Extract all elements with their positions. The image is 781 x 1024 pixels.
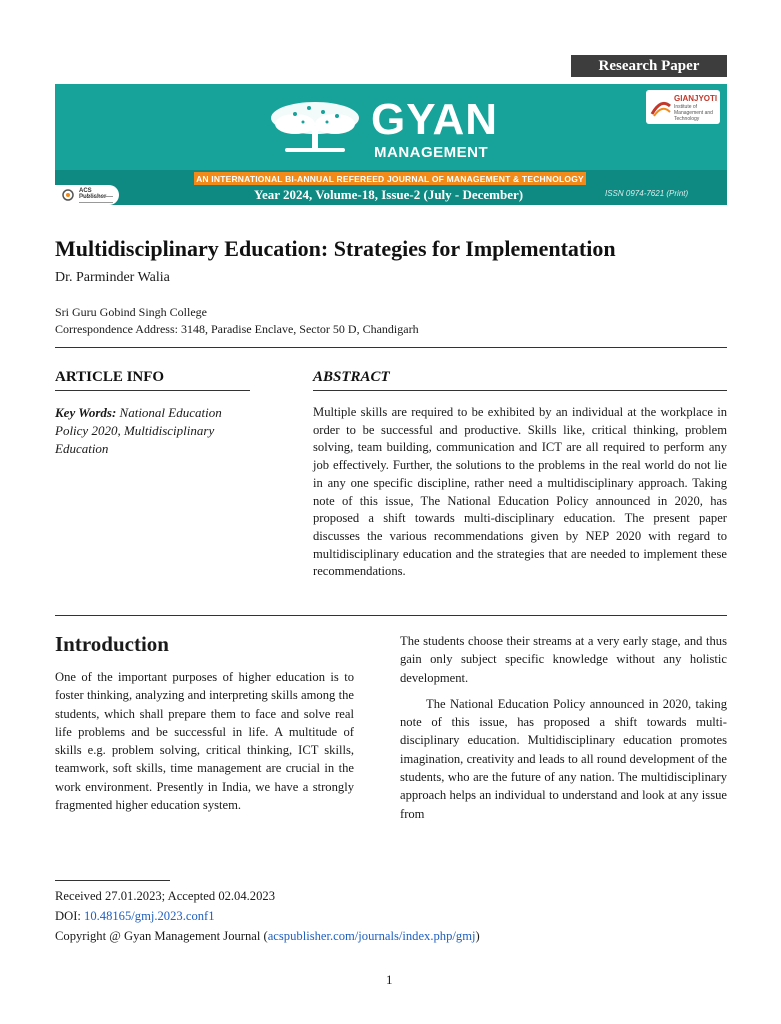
institute-logo-name: GIANJYOTI <box>674 94 718 103</box>
keywords <box>55 404 255 458</box>
copyright-suffix: ) <box>475 929 480 943</box>
journal-name-sub: MANAGEMENT <box>374 144 489 161</box>
introduction-heading: Introduction <box>55 632 169 656</box>
received-accepted-dates: Received 27.01.2023; Accepted 02.04.2023 <box>55 889 275 903</box>
journal-url-link[interactable]: acspublisher.com/journals/index.php/gmj <box>267 929 476 943</box>
doi-line <box>55 906 480 926</box>
copyright-line <box>55 926 480 946</box>
introduction-paragraph: One of the important purposes of higher education is to foster thinking, analyzing and interpreting skills among the students, which shall prepare them to face and solve real life problems and be successful in life. A multitude of skills e.g. problem solving, critical thinking, ICT skills, teamwork, soft skills, time management are crucial in the work environment. Presently in India, we have a strongly fragmented higher education system. <box>55 670 354 813</box>
divider <box>55 615 727 616</box>
introduction-left-column <box>55 668 354 814</box>
affiliation-college: Sri Guru Gobind Singh College <box>55 305 207 319</box>
journal-tagline: AN INTERNATIONAL BI-ANNUAL REFEREED JOURNAL OF MANAGEMENT & TECHNOLOGY <box>194 172 586 185</box>
journal-banner <box>55 84 727 205</box>
keywords-label: Key Words: <box>55 405 117 420</box>
publisher-logo <box>55 185 119 205</box>
doi-link[interactable]: 10.48165/gmj.2023.conf1 <box>84 909 215 923</box>
institute-emblem-icon <box>650 96 672 118</box>
article-info-heading: ARTICLE INFO <box>55 369 250 391</box>
page-number: 1 <box>386 972 393 987</box>
keywords-text: National Education Policy 2020, Multidisciplinary Education <box>55 405 222 456</box>
publisher-emblem-icon <box>61 189 75 201</box>
author-affiliation <box>55 304 419 338</box>
journal-issn: ISSN 0974-7621 (Print) <box>605 189 689 198</box>
institute-logo <box>646 90 720 124</box>
doi-label: DOI: <box>55 909 81 923</box>
footnote <box>55 886 480 946</box>
article-author: Dr. Parminder Walia <box>55 270 170 285</box>
institute-logo-tagline: Institute of Management and Technology <box>674 104 713 122</box>
correspondence-address: Correspondence Address: 3148, Paradise Enclave, Sector 50 D, Chandigarh <box>55 322 419 336</box>
divider <box>55 347 727 348</box>
publisher-logo-lines <box>79 196 113 203</box>
introduction-right-column <box>400 632 727 823</box>
introduction-paragraph: The National Education Policy announced in 2020, taking note of this issue, has proposed a shift towards multi-disciplinary education. Multidisciplinary education promotes imagination, creativity and leads to all round development of the students, who are the future of any nation. The multidisciplinary approach helps an individual to understand and look at any issue from <box>400 696 727 821</box>
publisher-logo-text: ACS Publisher <box>79 188 107 200</box>
introduction-paragraph: The students choose their streams at a very early stage, and thus gain only subject specific knowledge without any holistic development. <box>400 634 727 685</box>
article-type-tag: Research Paper <box>571 55 727 77</box>
abstract-heading: ABSTRACT <box>313 369 727 391</box>
copyright-prefix: Copyright @ Gyan Management Journal ( <box>55 929 268 943</box>
journal-issue: Year 2024, Volume-18, Issue-2 (July - December) <box>254 187 524 202</box>
footnote-divider <box>55 880 170 881</box>
journal-name: GYAN <box>371 95 499 144</box>
abstract-text: Multiple skills are required to be exhibited by an individual at the workplace in order to be successful and productive. Skills like, critical thinking, problem solving, team building, communication and ICT are all required to perform any job effectively. Further, the solutions to the problems in the real world do not lie in any one specific discipline, rather need a multidisciplinary approach. Taking note of this issue, The National Education Policy announced in 2020, has proposed a shift towards multi-disciplinary education. The present paper discusses the various recommendations given by NEP 2020 with regard to multidisciplinary education and the strategies that are needed to implement these recommendations. <box>313 405 727 579</box>
tree-logo-icon <box>265 98 365 160</box>
article-title: Multidisciplinary Education: Strategies for Implementation <box>55 236 616 261</box>
